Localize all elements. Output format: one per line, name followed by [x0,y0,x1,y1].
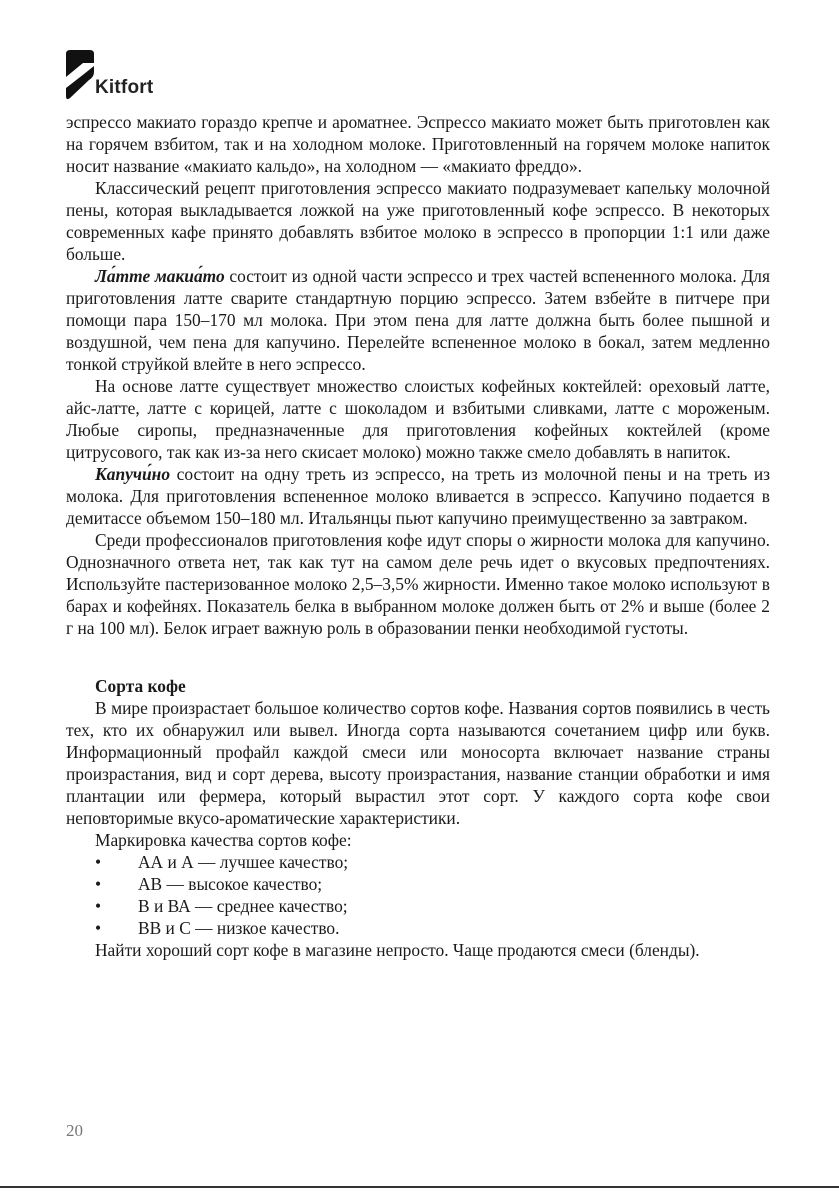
term-latte-macchiato: Ла́тте макиа́то [95,266,225,286]
paragraph: В мире произрастает большое количество сортов кофе. Названия сортов появились в честь тех, кто их обнаружил или вывел. Иногда сорта называются сочетанием цифр или букв. Информационный профайл каждой смеси или моносорта включает название страны произрастания, вид и сорт дерева, высоту произрастания, название станции обработки и имя плантации или фермера, который вырастил этот сорт. У каждого сорта кофе свои неповторимые вкусо-ароматические характеристики. [66,698,770,828]
bullet-icon: • [95,918,102,938]
paragraph: Классический рецепт приготовления эспрессо макиато подразумевает капельку молочной пены, которая выкладывается ложкой на уже приготовленный кофе эспрессо. В некоторых современных кафе принято добавлять взбитое молоко в эспрессо в пропорции 1:1 или даже больше. [66,178,770,264]
paragraph-cappuccino [66,463,770,529]
list-item-text: АА и А — лучшее качество; [138,852,349,872]
list-item [66,873,770,895]
paragraph: Среди профессионалов приготовления кофе идут споры о жирности молока для капучино. Однозначного ответа нет, так как тут на самом деле речь идет о вкусовых предпочтениях. Используйте пастеризованное молоко 2,5–3,5% жирности. Именно такое молоко используют в барах и кофейнях. Показатель белка в выбранном молоке должен быть от 2% и выше (более 2 г на 100 мл). Белок играет важную роль в образовании пенки необходимой густоты. [66,530,770,638]
kitfort-logo-mark-icon [66,50,94,100]
paragraph: На основе латте существует множество слоистых кофейных коктейлей: ореховый латте, айс-латте, латте с корицей, латте с шоколадом и взбитыми сливками, латте с мороженым. Любые сиропы, предназначенные для приготовления кофейных коктейлей (кроме цитрусового, так как из-за него скисает молоко) можно также смело добавлять в напиток. [66,376,770,462]
paragraph-latte-macchiato [66,265,770,375]
bullet-icon: • [95,874,102,894]
paragraph: Маркировка качества сортов кофе: [95,830,352,850]
term-cappuccino: Капучи́но [95,464,171,484]
bullet-icon: • [95,896,102,916]
paragraph-text: состоит из одной части эспрессо и трех частей вспененного молока. Для приготовления латте сварите стандартную порцию эспрессо. Затем взбейте в питчере при помощи пара 150–170 мл молока. При этом пена для латте должна быть более пышной и воздушной, чем пена для капучино. Перелейте вспененное молоко в бокал, затем медленно тонкой струйкой влейте в него эспрессо. [66,266,770,374]
section-title: Сорта кофе [95,676,186,696]
logo-text: Kitfort [95,77,154,98]
page-number: 20 [66,1121,83,1140]
list-item-text: В и ВА — среднее качество; [138,896,348,916]
bottom-rule [0,1186,839,1188]
list-item [66,895,770,917]
bullet-icon: • [95,852,102,872]
list-item [66,917,770,939]
paragraph-text: состоит на одну треть из эспрессо, на треть из молочной пены и на треть из молока. Для приготовления вспененное молоко вливается в эспрессо. Капучино подается в демитассе объемом 150–180 мл. Итальянцы пьют капучино преимущественно за завтраком. [66,464,770,528]
page-content [66,111,770,961]
paragraph: эспрессо макиато гораздо крепче и ароматнее. Эспрессо макиато может быть приготовлен как на горячем взбитом, так и на холодном молоке. Приготовленный на горячем молоке напиток носит название «макиато кальдо», на холодном — «макиато фреддо». [66,112,770,176]
list-item [66,851,770,873]
paragraph: Найти хороший сорт кофе в магазине непросто. Чаще продаются смеси (бленды). [95,940,700,960]
list-item-text: ВВ и С — низкое качество. [138,918,340,938]
list-item-text: АВ — высокое качество; [138,874,323,894]
quality-marks-list [66,851,770,939]
